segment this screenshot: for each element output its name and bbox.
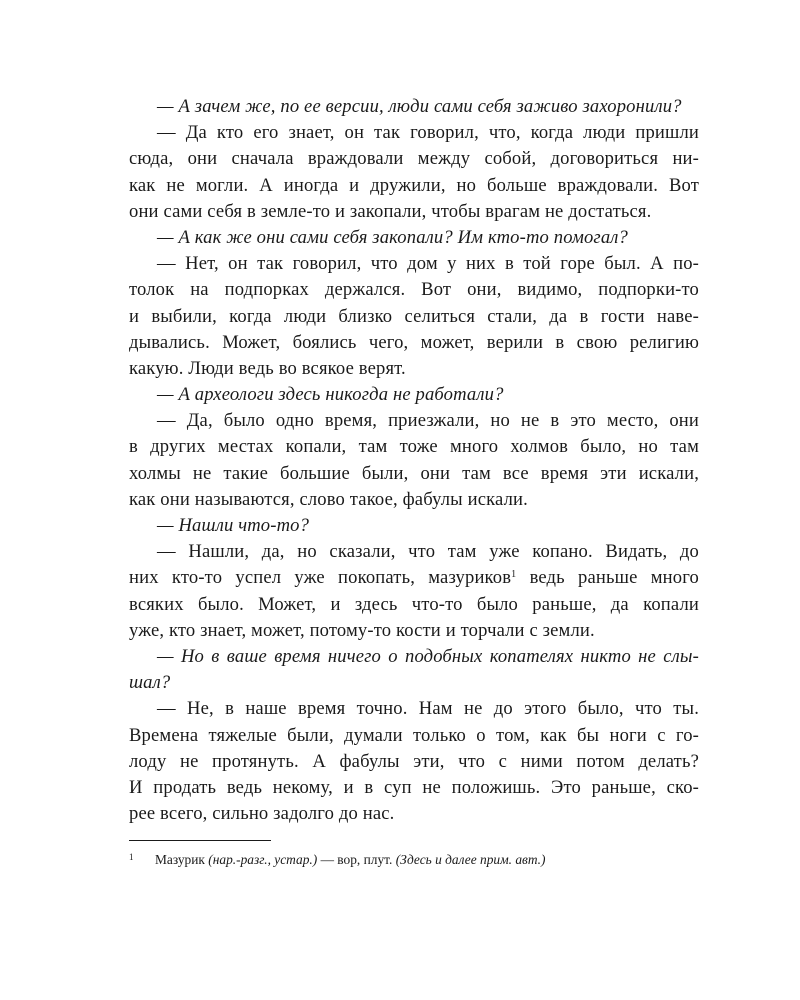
answer-line: и выбили, когда люди близко селиться стали, да в гости наве- (129, 305, 699, 327)
footnote-note: (Здесь и далее прим. авт.) (395, 852, 546, 867)
question-line: — Нашли что-то? (157, 515, 310, 536)
footnote (129, 848, 699, 869)
answer-line: — Да кто его знает, он так говорил, что, когда люди пришли (157, 122, 699, 144)
answer-text: ведь раньше много (516, 567, 699, 589)
answer-line: Времена тяжелые были, думали только о том, как бы ноги с го- (129, 724, 699, 746)
answer-line: рее всего, сильно задолго до нас. (129, 803, 395, 825)
question-line: — А как же они сами себя закопали? Им кто-то помогал? (157, 226, 628, 248)
answer-line: — Да, было одно время, приезжали, но не в это место, они (157, 410, 699, 432)
answer-line: всяких было. Может, и здесь что-то было раньше, да копали (129, 593, 699, 615)
answer-line-with-footnote (129, 565, 699, 591)
answer-line: — Не, в наше время точно. Нам не до этого было, что ты. (157, 698, 699, 720)
answer-line: как они называются, слово такое, фабулы искали. (129, 488, 528, 510)
answer-line: уже, кто знает, может, потому-то кости и торчали с земли. (129, 619, 595, 641)
answer-line: — Нет, он так говорил, что дом у них в той горе был. А по- (157, 253, 699, 275)
answer-line: какую. Люди ведь во всякое верят. (129, 357, 406, 379)
footnote-reference[interactable]: 1 (511, 569, 517, 581)
footnote-term: Мазурик (155, 852, 205, 867)
answer-line: дывались. Может, боялись чего, может, верили в свою религию (129, 331, 699, 353)
question-line: — А археологи здесь никогда не работали? (157, 384, 504, 406)
answer-line: И продать ведь некому, и в суп не положишь. Это раньше, ско- (129, 776, 699, 798)
question-line: шал? (129, 672, 171, 694)
answer-line: холмы не такие большие были, они там все время эти искали, (129, 462, 699, 484)
footnote-divider (129, 840, 271, 841)
footnote-number: 1 (129, 852, 134, 862)
answer-text: них кто-то успел уже покопать, мазуриков (129, 567, 512, 589)
answer-line: — Нашли, да, но сказали, что там уже копано. Видать, до (157, 541, 699, 563)
answer-line: они сами себя в земле-то и закопали, чтобы врагам не достаться. (129, 200, 652, 222)
page-body (129, 94, 699, 827)
footnote-definition: — вор, плут. (317, 852, 396, 867)
answer-line: толок на подпорках держался. Вот они, видимо, подпорки-то (129, 279, 699, 301)
answer-line: как не могли. А иногда и дружили, но больше враждовали. Вот (129, 174, 699, 196)
question-line: — А зачем же, по ее версии, люди сами себя заживо захоронили? (157, 96, 682, 117)
question-line: — Но в ваше время ничего о подобных копателях никто не слы- (157, 645, 699, 667)
footnote-grammar: (нар.-разг., устар.) (208, 852, 318, 867)
answer-line: лоду не протянуть. А фабулы эти, что с ними потом делать? (129, 750, 699, 772)
answer-line: сюда, они сначала враждовали между собой, договориться ни- (129, 148, 699, 170)
answer-line: в других местах копали, там тоже много холмов было, но там (129, 436, 699, 458)
